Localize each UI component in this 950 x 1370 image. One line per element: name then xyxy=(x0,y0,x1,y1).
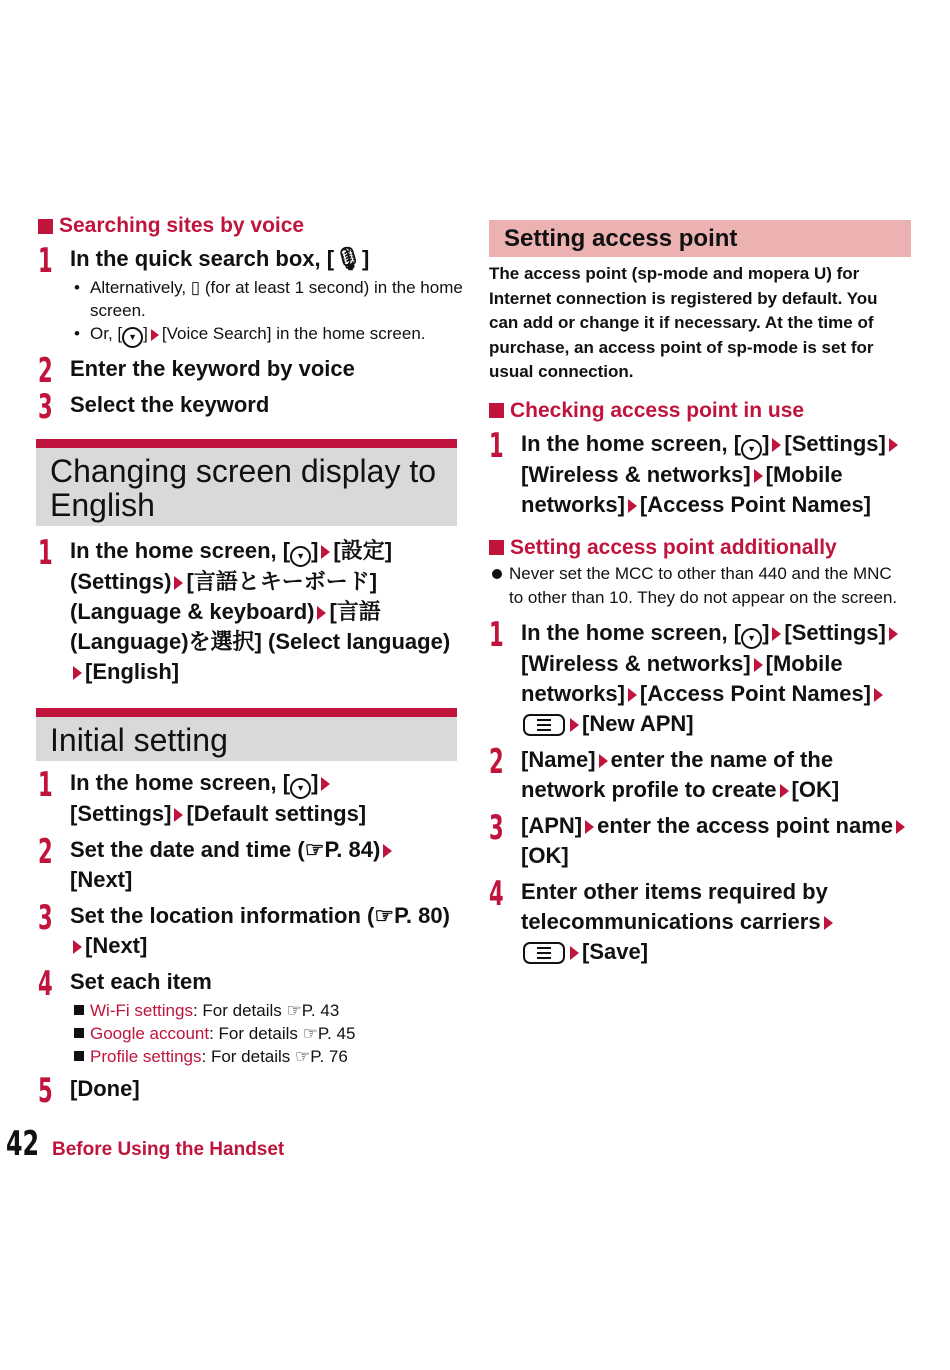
page-number: 42 xyxy=(6,1124,40,1164)
home-key-icon xyxy=(290,546,311,567)
mic-icon: 🎙 xyxy=(334,246,363,271)
arrow-icon xyxy=(780,784,789,798)
square-bullet-icon xyxy=(489,403,504,418)
arrow-icon xyxy=(754,658,763,672)
arrow-icon xyxy=(874,688,883,702)
initial-step-5: 5 [Done] xyxy=(38,1071,140,1111)
page-footer xyxy=(6,1124,284,1164)
reference-icon: ☞ xyxy=(295,1047,311,1066)
mic-key-icon: ▯ xyxy=(190,278,201,297)
step-number: 1 xyxy=(489,425,504,466)
arrow-icon xyxy=(585,820,594,834)
step-number: 1 xyxy=(38,765,53,805)
voice-bullet-1: • Alternatively, ▯ (for at least 1 second) in the home screen. xyxy=(70,276,463,322)
section-setting-access-point: Setting access point xyxy=(489,220,911,257)
step-number: 2 xyxy=(489,741,504,782)
step-number: 4 xyxy=(489,873,504,914)
arrow-icon xyxy=(889,438,898,452)
step-number: 1 xyxy=(489,614,504,655)
initial-step-2: 2 Set the date and time (☞P. 84) [Next] xyxy=(38,835,463,895)
reference-icon: ☞ xyxy=(304,837,325,862)
step-number: 1 xyxy=(38,241,53,281)
step-number: 3 xyxy=(489,807,504,848)
step-number: 4 xyxy=(38,964,53,1004)
mcc-note: Never set the MCC to other than 440 and the MNC to other than 10. They do not appear on the screen. xyxy=(489,562,909,610)
initial-step-3: 3 Set the location information (☞P. 80)[Next] xyxy=(38,898,450,958)
arrow-icon xyxy=(628,499,637,513)
arrow-icon xyxy=(317,606,326,620)
arrow-icon xyxy=(570,946,579,960)
arrow-icon xyxy=(73,940,82,954)
item-profile: Profile settings: For details ☞P. 76 xyxy=(70,1045,463,1068)
arrow-icon xyxy=(321,545,330,559)
square-bullet-icon xyxy=(489,540,504,555)
step-number: 2 xyxy=(38,351,53,391)
arrow-icon xyxy=(754,469,763,483)
arrow-icon xyxy=(570,718,579,732)
arrow-icon xyxy=(772,438,781,452)
step-number: 3 xyxy=(38,898,53,938)
check-step-1: 1 In the home screen, [▼ ] [Settings][Wireless & networks] [Mobile networks] [Access Point Names] xyxy=(489,429,909,520)
menu-key-icon xyxy=(523,714,565,736)
initial-steps xyxy=(38,765,463,1111)
left-column xyxy=(38,214,463,427)
home-key-icon xyxy=(741,628,762,649)
section-initial-setting: Initial setting xyxy=(36,708,457,761)
arrow-icon xyxy=(628,688,637,702)
add-step-4: 4 Enter other items required by telecommunications carriers [Save] xyxy=(489,877,909,967)
add-step-2: 2 [Name] enter the name of the network profile to create [OK] xyxy=(489,741,840,802)
step-number: 2 xyxy=(38,832,53,872)
checking-heading: Checking access point in use xyxy=(489,399,909,423)
lang-steps xyxy=(38,533,463,687)
right-column xyxy=(489,262,909,967)
section-changing-display: Changing screen display to English xyxy=(36,439,457,526)
arrow-icon xyxy=(599,754,608,768)
item-google: Google account: For details ☞P. 45 xyxy=(70,1022,463,1045)
intro-text: The access point (sp-mode and mopera U) for Internet connection is registered by default. You can add or change it if necessary. At the time of purchase, an access point of sp-mode is set for usual connection. xyxy=(489,264,878,381)
reference-icon: ☞ xyxy=(302,1024,318,1043)
menu-key-icon xyxy=(523,942,565,964)
voice-bullet-2: • Or, [▼ ] [Voice Search] in the home screen. xyxy=(70,322,463,348)
step-number: 5 xyxy=(38,1071,53,1111)
step-number: 1 xyxy=(38,533,53,573)
arrow-icon xyxy=(174,808,183,822)
voice-step-1: 1 In the quick search box, [🎙] xyxy=(38,241,370,281)
lang-step-1: 1 In the home screen, [▼ ] [設定] (Settings) [言語とキーボード] (Language & keyboard) [言語 (Language)を選択] (Select language)[English] xyxy=(38,536,463,687)
reference-icon: ☞ xyxy=(374,903,395,928)
arrow-icon xyxy=(383,844,392,858)
voice-step-2: 2 Enter the keyword by voice xyxy=(38,351,355,391)
arrow-icon xyxy=(174,576,183,590)
item-wifi: Wi-Fi settings: For details ☞P. 43 xyxy=(70,999,463,1022)
add-step-1: 1 In the home screen, [▼ ] [Settings][Wireless & networks] [Mobile networks] [Access Point Names][New APN] xyxy=(489,618,909,739)
reference-icon: ☞ xyxy=(286,1001,302,1020)
voice-step-3: 3 Select the keyword xyxy=(38,387,270,427)
add-step-3: 3 [APN] enter the access point name[OK] xyxy=(489,811,909,871)
square-bullet-icon xyxy=(38,219,53,234)
initial-items-list xyxy=(70,999,463,1068)
initial-step-1: 1 In the home screen, [▼ ] [Settings] [Default settings] xyxy=(38,768,463,829)
step-number: 3 xyxy=(38,387,53,427)
arrow-icon xyxy=(73,666,82,680)
arrow-icon xyxy=(772,627,781,641)
chapter-title: Before Using the Handset xyxy=(52,1139,285,1160)
arrow-icon xyxy=(889,627,898,641)
additional-heading: Setting access point additionally xyxy=(489,536,909,560)
home-key-icon xyxy=(122,327,143,348)
arrow-icon xyxy=(151,329,159,341)
voice-search-heading: Searching sites by voice xyxy=(38,214,463,238)
arrow-icon xyxy=(824,916,833,930)
home-key-icon xyxy=(741,439,762,460)
initial-step-4: 4 Set each item xyxy=(38,964,212,1004)
arrow-icon xyxy=(896,820,905,834)
arrow-icon xyxy=(321,777,330,791)
home-key-icon xyxy=(290,778,311,799)
